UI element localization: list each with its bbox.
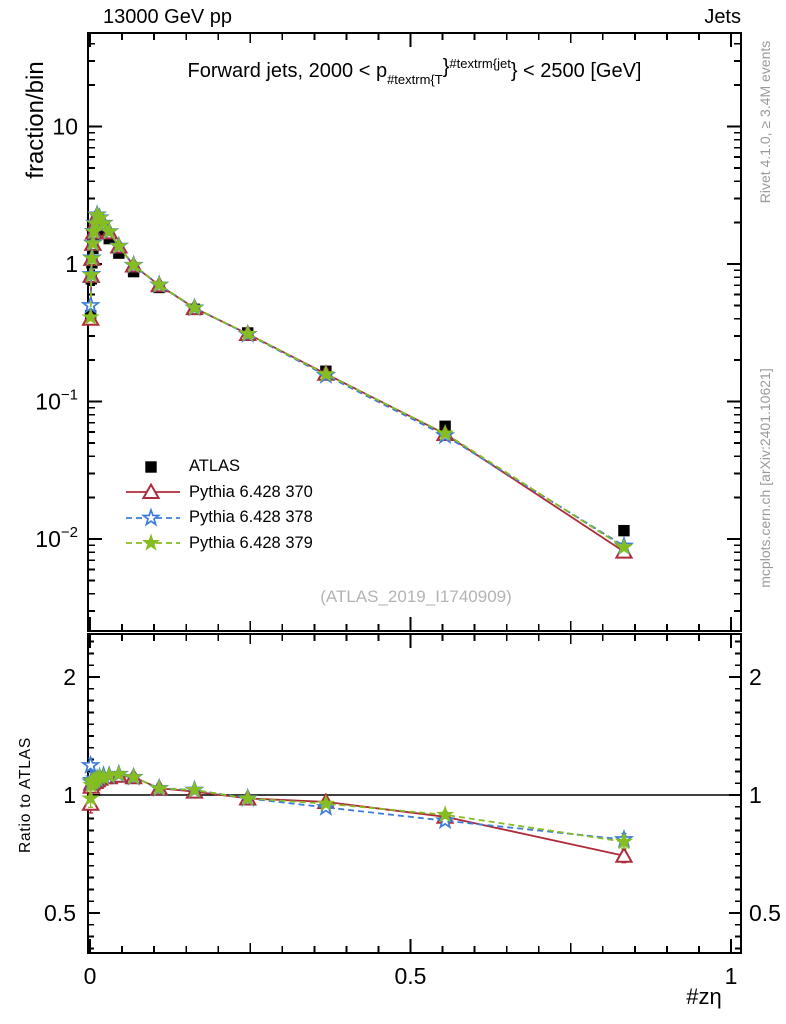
- legend-item-pythia-378: [125, 505, 313, 531]
- y-axis-label-top: fraction/bin: [22, 61, 49, 179]
- legend-label-pythia-379: Pythia 6.428 379: [189, 533, 313, 552]
- legend-label-atlas: ATLAS: [189, 457, 241, 476]
- title-brace: }: [442, 56, 450, 78]
- svg-text:0.5: 0.5: [749, 900, 781, 927]
- svg-text:0.5: 0.5: [44, 900, 76, 927]
- svg-text:0.5: 0.5: [394, 963, 427, 989]
- svg-text:1: 1: [724, 963, 738, 989]
- legend-marker-atlas: [125, 455, 183, 479]
- title-subscript: #textrm{T: [387, 72, 443, 87]
- svg-text:10−1: $10^{-1}$: [35, 386, 78, 415]
- header-analysis-group: Jets: [704, 6, 741, 28]
- title-post: } < 2500 [GeV]: [510, 60, 642, 82]
- svg-text:0: 0: [83, 963, 97, 989]
- svg-text:1: 1: [65, 251, 78, 277]
- legend-item-pythia-370: [125, 480, 313, 506]
- svg-text:10−2: $10^{-2}$: [35, 524, 78, 552]
- legend-marker-pythia-379: [125, 531, 183, 555]
- legend-marker-pythia-378: [125, 506, 183, 530]
- legend: [125, 454, 313, 556]
- legend-label-pythia-370: Pythia 6.428 370: [189, 482, 313, 501]
- ratio-panel-series-pythia-6-428-379: [83, 766, 632, 848]
- ratio-panel-series-pythia-6-428-378: [83, 757, 632, 846]
- svg-text:1: 1: [749, 782, 762, 808]
- y-axis-label-ratio: Ratio to ATLAS: [17, 736, 34, 854]
- plot-title: [88, 56, 741, 87]
- ratio-panel-series-pythia-6-428-370: [83, 768, 632, 862]
- legend-marker-pythia-370: [125, 480, 183, 504]
- mcplots-arxiv-caption: mcplots.cern.ch [arXiv:2401.10621]: [757, 368, 773, 588]
- svg-text:1: 1: [63, 782, 76, 808]
- legend-item-atlas: [125, 454, 313, 480]
- header-beam-energy: 13000 GeV pp: [103, 6, 232, 28]
- legend-item-pythia-379: [125, 531, 313, 557]
- analysis-watermark: (ATLAS_2019_I1740909): [320, 587, 512, 606]
- svg-text:2: 2: [63, 663, 76, 690]
- svg-text:2: 2: [749, 663, 762, 690]
- rivet-version-caption: Rivet 4.1.0, ≥ 3.4M events: [757, 40, 773, 204]
- x-axis-label: #zη: [686, 984, 722, 1009]
- legend-label-pythia-378: Pythia 6.428 378: [189, 508, 313, 527]
- title-superscript: #textrm{jet: [449, 56, 511, 71]
- title-pre: Forward jets, 2000 < p: [187, 60, 388, 82]
- svg-text:10: 10: [52, 113, 78, 140]
